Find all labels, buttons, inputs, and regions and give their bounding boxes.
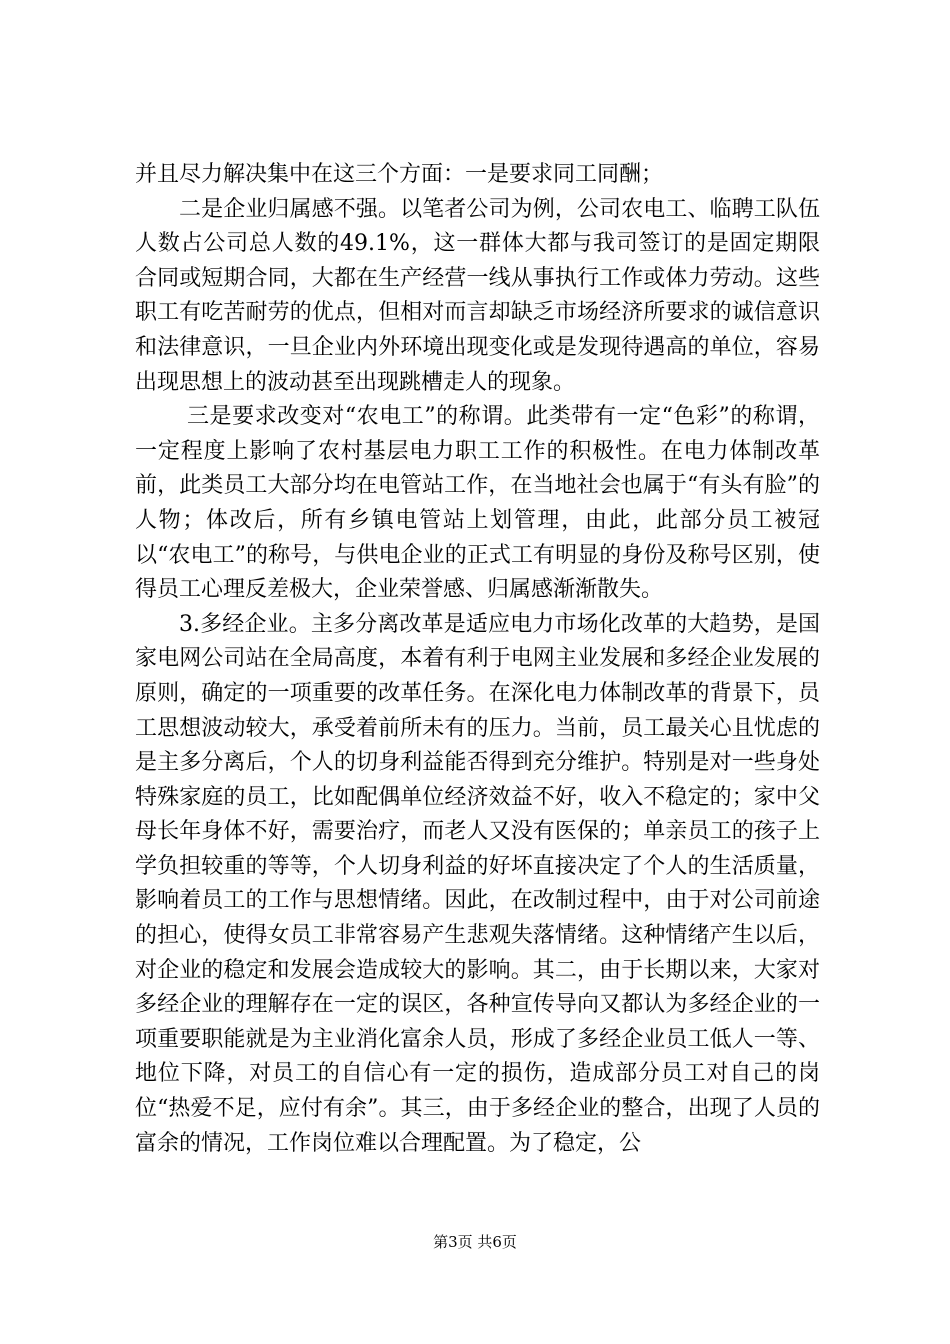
paragraph-3: 三是要求改变对“农电工”的称谓。此类带有一定“色彩”的称谓，一定程度上影响了农村基层电力职工工作的积极性。在电力体制改革前，此类员工大部分均在电管站工作，在当地社会也属于“有头有脸”的人物；体改后，所有乡镇电管站上划管理，由此，此部分员工被冠以“农电工”的称号，与供电企业的正式工有明显的身份及称号区别，使得员工心理反差极大，企业荣誉感、归属感渐渐散失。 bbox=[135, 404, 820, 603]
document-body bbox=[135, 158, 820, 1161]
paragraph-2: 二是企业归属感不强。以笔者公司为例，公司农电工、临聘工队伍人数占公司总人数的49.1%，这一群体大都与我司签订的是固定期限合同或短期合同，大都在生产经营一线从事执行工作或体力劳动。这些职工有吃苦耐劳的优点，但相对而言却缺乏市场经济所要求的诚信意识和法律意识，一旦企业内外环境出现变化或是发现待遇高的单位，容易出现思想上的波动甚至出现跳槽走人的现象。 bbox=[135, 196, 820, 395]
paragraph-4: 3.多经企业。主多分离改革是适应电力市场化改革的大趋势，是国家电网公司站在全局高度，本着有利于电网主业发展和多经企业发展的原则，确定的一项重要的改革任务。在深化电力体制改革的背景下，员工思想波动较大，承受着前所未有的压力。当前，员工最关心且忧虑的是主多分离后，个人的切身利益能否得到充分维护。特别是对一些身处特殊家庭的员工，比如配偶单位经济效益不好，收入不稳定的；家中父母长年身体不好，需要治疗，而老人又没有医保的；单亲员工的孩子上学负担较重的等等，个人切身利益的好坏直接决定了个人的生活质量，影响着员工的工作与思想情绪。因此，在改制过程中，由于对公司前途的担心，使得女员工非常容易产生悲观失落情绪。这种情绪产生以后，对企业的稳定和发展会造成较大的影响。其二，由于长期以来，大家对多经企业的理解存在一定的误区，各种宣传导向又都认为多经企业的一项重要职能就是为主业消化富余人员，形成了多经企业员工低人一等、地位下降，对员工的自信心有一定的损伤，造成部分员工对自己的岗位“热爱不足，应付有余”。其三，由于多经企业的整合，出现了人员的富余的情况，工作岗位难以合理配置。为了稳定，公 bbox=[135, 611, 820, 1156]
page-number-footer: 第3页 共6页 bbox=[433, 1233, 517, 1251]
paragraph-1: 并且尽力解决集中在这三个方面：一是要求同工同酬； bbox=[135, 162, 664, 187]
